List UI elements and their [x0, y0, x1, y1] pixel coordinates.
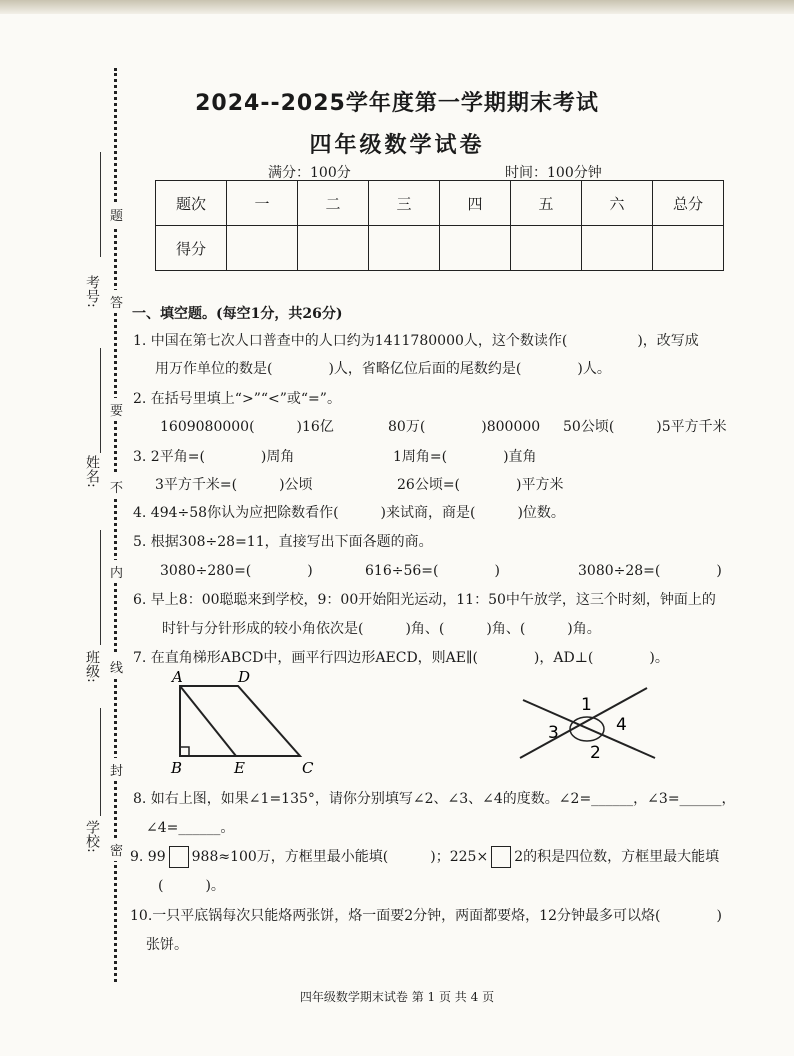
trapezoid-figure: [160, 668, 330, 780]
table-cell: 四: [440, 181, 511, 226]
vertex-e: E: [234, 759, 245, 777]
question-9-line2: ( )。: [158, 878, 225, 894]
question-5c: 3080÷28=( ): [578, 563, 722, 579]
trapezoid-abcd: [180, 686, 300, 756]
exam-no-underline: [100, 152, 101, 257]
score-input-cell[interactable]: [653, 226, 724, 271]
question-2b: 80万( )800000: [388, 419, 541, 435]
seal-char: 内: [110, 560, 122, 583]
angle-3-label: 3: [548, 723, 559, 743]
table-cell: 题次: [156, 181, 227, 226]
seal-char: 答: [110, 290, 122, 313]
table-row: [156, 181, 724, 226]
table-cell: 五: [511, 181, 582, 226]
name-label: 姓名:: [84, 455, 100, 488]
seal-char: 要: [110, 398, 122, 421]
question-3b2: 26公顷=( )平方米: [397, 477, 564, 493]
question-1-line1: 1. 中国在第七次人口普查中的人口约为1411780000人，这个数读作( )，改写成: [133, 333, 699, 349]
angle-1-label: 1: [581, 695, 592, 715]
question-5b: 616÷56=( ): [365, 563, 500, 579]
table-cell: 六: [582, 181, 653, 226]
school-underline: [100, 708, 101, 816]
vertex-a: A: [172, 668, 183, 686]
question-9-part2: 988≈100万，方框里最小能填( )；225×: [191, 849, 489, 865]
digit-box[interactable]: [169, 846, 189, 868]
question-9-part3: 2的积是四位数，方框里最大能填: [514, 849, 720, 865]
question-1-line2: 用万作单位的数是( )人，省略亿位后面的尾数约是( )人。: [155, 361, 611, 377]
score-input-cell[interactable]: [227, 226, 298, 271]
school-label: 学校:: [84, 820, 100, 853]
question-10-line2: 张饼。: [146, 937, 188, 953]
exam-no-label: 考号:: [84, 275, 100, 308]
digit-box[interactable]: [491, 846, 511, 868]
question-9-part1: 9. 99: [130, 849, 166, 865]
table-cell: 总分: [653, 181, 724, 226]
question-10-line1: 10.一只平底锅每次只能烙两张饼，烙一面要2分钟，两面都要烙，12分钟最多可以烙( ): [130, 908, 722, 924]
right-angle-mark: [180, 747, 189, 756]
angles-figure: [515, 680, 665, 770]
question-6-line2: 时针与分针形成的较小角依次是( )角、( )角、( )角。: [162, 621, 601, 637]
exam-subtitle: 四年级数学试卷: [309, 133, 485, 158]
table-cell: 三: [369, 181, 440, 226]
scan-edge: [0, 0, 794, 14]
page-footer: 四年级数学期末试卷 第 1 页 共 4 页: [299, 990, 495, 1004]
seal-char: 题: [110, 203, 122, 226]
vertex-c: C: [302, 759, 314, 777]
question-5: 5. 根据308÷28=11，直接写出下面各题的商。: [133, 534, 433, 550]
section-heading: 一、填空题。(每空1分，共26分): [132, 306, 343, 322]
question-9-line1: [130, 846, 719, 868]
table-cell: 二: [298, 181, 369, 226]
question-7: 7. 在直角梯形ABCD中，画平行四边形AECD，则AE∥( )，AD⊥( )。: [133, 650, 669, 666]
table-cell: 得分: [156, 226, 227, 271]
score-table: [155, 180, 724, 271]
question-8-line1: 8. 如右上图，如果∠1=135°，请你分别填写∠2、∠3、∠4的度数。∠2=______，∠3=______，: [133, 791, 736, 807]
question-2c: 50公顷( )5平方千米: [563, 419, 727, 435]
time-limit: 时间：100分钟: [505, 165, 602, 181]
question-3a2: 1周角=( )直角: [393, 449, 537, 465]
class-label: 班级:: [84, 650, 100, 683]
angle-4-label: 4: [616, 715, 627, 735]
question-3a1: 3. 2平角=( )周角: [133, 449, 295, 465]
score-input-cell[interactable]: [440, 226, 511, 271]
question-5a: 3080÷280=( ): [160, 563, 313, 579]
vertex-b: B: [171, 759, 183, 777]
question-6-line1: 6. 早上8：00聪聪来到学校，9：00开始阳光运动，11：50中午放学，这三个时刻，钟面上的: [133, 592, 716, 608]
angle-2-label: 2: [590, 743, 601, 763]
score-input-cell[interactable]: [298, 226, 369, 271]
exam-title: 2024--2025学年度第一学期期末考试: [195, 91, 599, 116]
segment-ae: [180, 686, 236, 756]
question-2a: 1609080000( )16亿: [160, 419, 334, 435]
name-underline: [100, 348, 101, 453]
question-3b1: 3平方千米=( )公顷: [155, 477, 313, 493]
vertex-d: D: [238, 668, 251, 686]
score-input-cell[interactable]: [369, 226, 440, 271]
score-input-cell[interactable]: [582, 226, 653, 271]
full-score: 满分：100分: [268, 165, 351, 181]
seal-char: 不: [110, 475, 122, 498]
class-underline: [100, 530, 101, 645]
table-cell: 一: [227, 181, 298, 226]
seal-char: 线: [110, 655, 122, 678]
score-input-cell[interactable]: [511, 226, 582, 271]
table-row: [156, 226, 724, 271]
question-8-line2: ∠4=______。: [146, 820, 235, 836]
question-4: 4. 494÷58你认为应把除数看作( )来试商，商是( )位数。: [133, 505, 565, 521]
seal-char: 封: [110, 758, 122, 781]
seal-char: 密: [110, 838, 122, 861]
question-2: 2. 在括号里填上“>”“<”或“=”。: [133, 391, 341, 407]
